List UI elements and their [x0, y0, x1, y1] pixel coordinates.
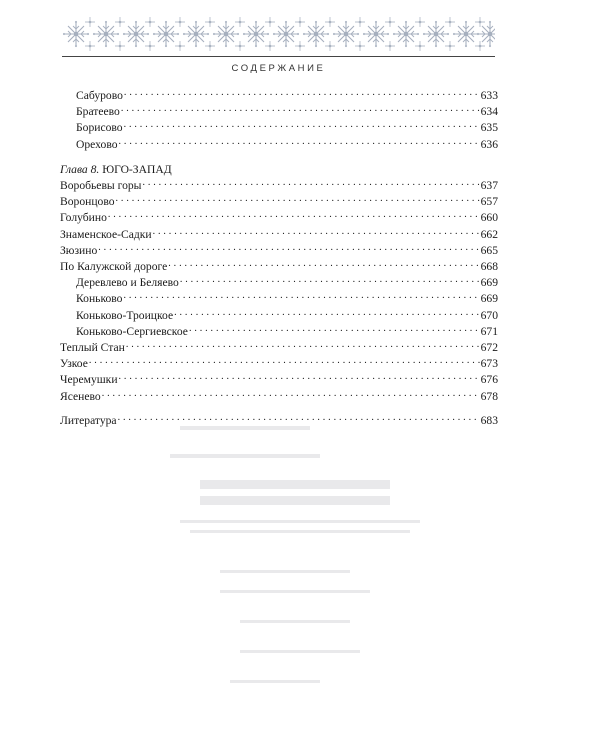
toc-entry[interactable]: [60, 176, 498, 192]
leader-dots: [168, 257, 479, 270]
leader-dots: [153, 225, 480, 238]
leader-dots: [180, 273, 480, 286]
toc-entry-title: Теплый Стан: [60, 341, 125, 355]
toc-entry-title: Ясенево: [60, 389, 101, 403]
toc-entry-title: Братеево: [76, 105, 120, 119]
toc-entry[interactable]: [60, 289, 498, 305]
toc-entry[interactable]: [60, 306, 498, 322]
toc-entry-page: 660: [480, 211, 498, 225]
leader-dots: [124, 118, 480, 131]
toc-entry-page: 678: [480, 389, 498, 403]
toc-entry[interactable]: [60, 102, 498, 118]
toc-entry-title: Орехово: [76, 137, 118, 151]
toc-entry-page: 637: [480, 179, 498, 193]
toc-entry-page: 676: [480, 373, 498, 387]
toc-entry-page: 683: [480, 413, 498, 427]
leader-dots: [174, 306, 480, 319]
toc-entry-page: 636: [480, 137, 498, 151]
toc-entry-title: Зюзино: [60, 243, 98, 257]
toc-entry-title: Борисово: [76, 121, 123, 135]
toc-entry[interactable]: [60, 354, 498, 370]
toc-entries-list: [60, 176, 498, 403]
leader-dots: [126, 338, 480, 351]
toc-entry-page: 670: [480, 308, 498, 322]
toc-entry[interactable]: [60, 322, 498, 338]
toc-entry-title: Коньково-Сергиевское: [76, 324, 188, 338]
leader-dots: [142, 176, 479, 189]
leader-dots: [189, 322, 480, 335]
leader-dots: [116, 192, 480, 205]
leader-dots: [124, 86, 480, 99]
toc-entry[interactable]: [60, 192, 498, 208]
leader-dots: [98, 241, 479, 254]
leader-dots: [119, 135, 480, 148]
toc-entry-title: Знаменское-Садки: [60, 227, 152, 241]
toc-entry-page: 635: [480, 121, 498, 135]
toc-entry[interactable]: [60, 208, 498, 224]
toc-entry-page: 668: [480, 260, 498, 274]
toc-entry-title: Коньково: [76, 292, 123, 306]
toc-entry-page: 633: [480, 89, 498, 102]
toc-entry-title: Коньково-Троицкое: [76, 308, 174, 322]
toc-entry[interactable]: [60, 118, 498, 134]
section-gap: [60, 403, 498, 411]
toc-entry-page: 671: [480, 324, 498, 338]
chapter-title: ЮГО-ЗАПАД: [102, 162, 172, 176]
running-head: СОДЕРЖАНИЕ: [231, 63, 326, 74]
chapter-label: Глава 8.: [60, 162, 100, 176]
toc-entry[interactable]: [60, 338, 498, 354]
toc-entry[interactable]: [60, 273, 498, 289]
toc-entry-title: Деревлево и Беляево: [76, 276, 179, 290]
toc-entry-title: Воронцово: [60, 195, 115, 209]
toc-entry-page: 634: [480, 105, 498, 119]
toc-entry-page: 672: [480, 341, 498, 355]
table-of-contents: [60, 86, 498, 427]
toc-entry-title: Литература: [60, 413, 117, 427]
toc-continued-list: [60, 86, 498, 151]
section-gap: [60, 151, 498, 163]
toc-entry-title: Голубино: [60, 211, 107, 225]
leader-dots: [121, 102, 480, 115]
toc-entry-title: Черемушки: [60, 373, 118, 387]
bleed-through-text: [160, 420, 460, 700]
ornament-band: [62, 14, 495, 54]
toc-entry[interactable]: [60, 225, 498, 241]
toc-entry[interactable]: [60, 135, 498, 151]
toc-entry[interactable]: [60, 257, 498, 273]
toc-entry[interactable]: [60, 241, 498, 257]
toc-entry-title: Сабурово: [76, 89, 123, 102]
toc-entry-page: 665: [480, 243, 498, 257]
leader-dots: [123, 289, 479, 302]
chapter-heading: [60, 163, 498, 176]
toc-entry-page: 669: [480, 276, 498, 290]
leader-dots: [102, 387, 480, 400]
toc-entry-title: Воробьевы горы: [60, 179, 142, 193]
toc-entry-title: По Калужской дороге: [60, 260, 168, 274]
leader-dots: [119, 370, 480, 383]
toc-entry[interactable]: [60, 387, 498, 403]
header-divider: [62, 56, 495, 57]
toc-entry-page: 662: [480, 227, 498, 241]
toc-entry-page: 673: [480, 357, 498, 371]
toc-entry[interactable]: [60, 370, 498, 386]
toc-entry[interactable]: [60, 86, 498, 102]
toc-entry-page: 669: [480, 292, 498, 306]
leader-dots: [108, 208, 480, 221]
leader-dots: [89, 354, 480, 367]
toc-entry-title: Узкое: [60, 357, 88, 371]
toc-entry-page: 657: [480, 195, 498, 209]
